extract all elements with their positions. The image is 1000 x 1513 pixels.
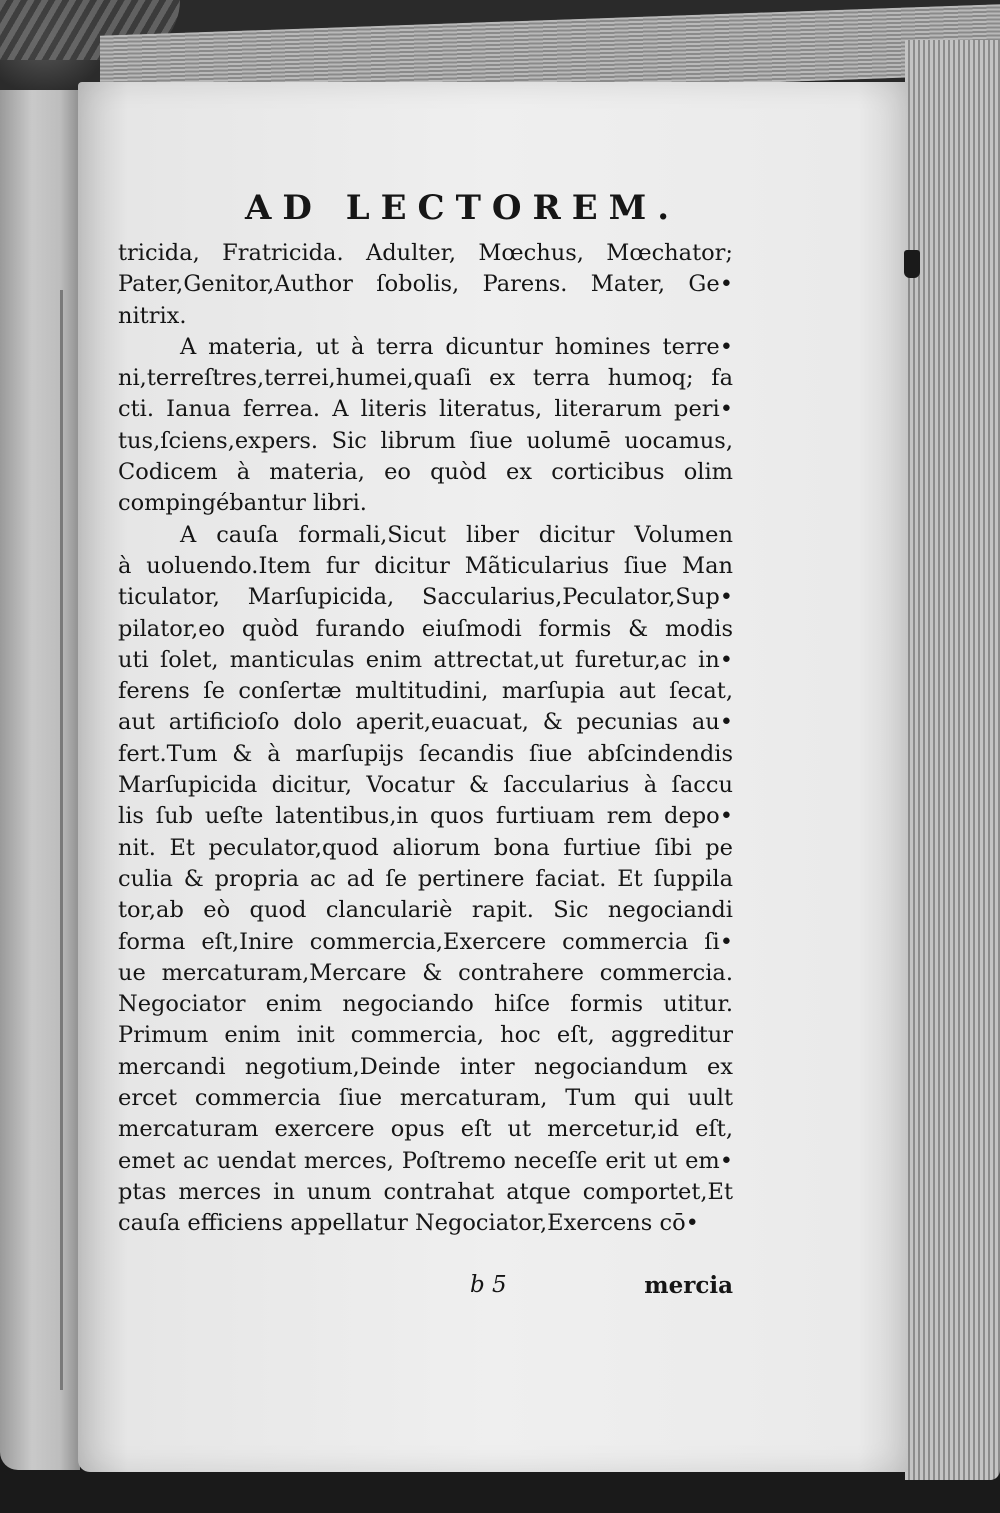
text-line: Marſupicida dicitur, Vocatur & ſaccularius à ſaccu	[118, 772, 733, 799]
text-line: lis ſub ueſte latentibus,in quos furtiuam rem depo•	[118, 803, 733, 830]
text-line: uti ſolet, manticulas enim attrectat,ut furetur,ac in•	[118, 646, 733, 673]
text-line: ticulator, Marſupicida, Saccularius,Peculator,Sup•	[118, 584, 733, 611]
text-line: aut artificioſo dolo aperit,euacuat, & pecunias au•	[118, 709, 733, 736]
text-line: A materia, ut à terra dicuntur homines terre•	[180, 333, 733, 360]
text-line: à uoluendo.Item fur dicitur Mãticularius ſiue Man	[118, 552, 733, 579]
text-line: ni,terreſtres,terrei,humei,quaſi ex terra humoq; fa	[118, 365, 733, 392]
text-line: emet ac uendat merces, Poſtremo neceſſe erit ut em•	[118, 1147, 733, 1174]
text-line: nit. Et peculator,quod aliorum bona furtiue ſibi pe	[118, 834, 733, 861]
text-line: ercet commercia ſiue mercaturam, Tum qui uult	[118, 1085, 733, 1112]
text-line: culia & propria ac ad ſe pertinere faciat. Et ſuppila	[118, 865, 733, 892]
margin-tab-mark	[904, 250, 920, 278]
text-line: ue mercaturam,Mercare & contrahere commercia.	[118, 959, 733, 986]
text-line: tricida, Fratricida. Adulter, Mœchus, Mœchator;	[118, 240, 733, 266]
text-line: Codicem à materia, eo quòd ex corticibus olim	[118, 459, 733, 486]
gutter-shadow	[60, 290, 63, 1390]
text-line: fert.Tum & à marſupijs ſecandis ſiue abſcindendis	[118, 740, 733, 767]
text-line: Pater,Genitor,Author ſobolis, Parens. Mater, Ge•	[118, 271, 733, 298]
text-line: mercaturam exercere opus eſt ut mercetur,id eſt,	[118, 1116, 733, 1143]
text-line: mercandi negotium,Deinde inter negociandum ex	[118, 1053, 733, 1080]
text-line: Primum enim init commercia, hoc eſt, aggreditur	[118, 1022, 733, 1049]
page-foot	[118, 1272, 733, 1308]
text-line: tus,ſciens,expers. Sic librum ſiue uolumē uocamus,	[118, 427, 733, 454]
body-text	[118, 238, 733, 1240]
text-line: compingébantur libri.	[118, 490, 367, 517]
text-line: pilator,eo quòd furando eiuſmodi formis & modis	[118, 615, 733, 642]
text-line: ptas merces in unum contrahat atque comportet,Et	[118, 1178, 733, 1205]
facing-page-left	[0, 90, 80, 1470]
text-line: Negociator enim negociando hiſce formis utitur.	[118, 991, 733, 1018]
text-line: ferens ſe conſertæ multitudini, marſupia aut ſecat,	[118, 678, 733, 705]
text-line: tor,ab eò quod clanculariè rapit. Sic negociandi	[118, 897, 733, 924]
text-line: cti. Ianua ferrea. A literis literatus, literarum peri•	[118, 396, 733, 423]
text-line: A cauſa formali,Sicut liber dicitur Volumen	[180, 521, 733, 548]
text-line: cauſa efficiens appellatur Negociator,Exercens cō•	[118, 1210, 699, 1237]
text-line: nitrix.	[118, 302, 187, 329]
catchword: mercia	[644, 1272, 733, 1299]
signature-mark: b 5	[470, 1272, 507, 1298]
running-head: AD LECTOREM.	[245, 188, 681, 228]
text-line: forma eſt,Inire commercia,Exercere commercia ſi•	[118, 928, 733, 955]
